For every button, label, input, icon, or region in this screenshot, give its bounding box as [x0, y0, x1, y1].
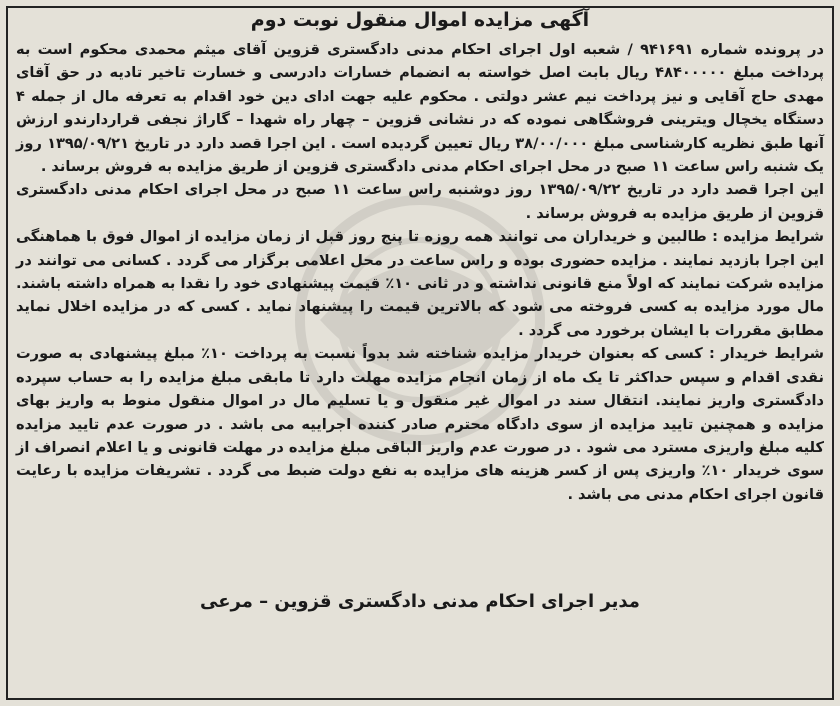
signature-line: مدیر اجرای احکام مدنی دادگستری قزوین – مرعی [200, 591, 640, 612]
paragraph-buyer-conditions: شرایط خریدار : کسی که بعنوان خریدار مزایده شناخته شد بدواً نسبت به پرداخت ۱۰٪ مبلغ پیشنهادی به صورت نقدی اقدام و سپس حداکثر تا یک ماه از زمان انجام مزایده مهلت دارد تا مابقی مبلغ مزایده را به حساب سپرده دادگستری واریز نمایند. انتقال سند در اموال غیر منقول و یا تسلیم مال در اموال منقول منوط به واریز بهای مزایده و همچنین تایید مزایده از سوی دادگاه محترم صادر کننده اجراییه می باشد . در صورت عدم تایید مزایده کلیه مبلغ واریزی مسترد می شود . در صورت عدم واریز الباقی مبلغ مزایده در مهلت قانونی و یا اعلام انصراف از سوی خریدار ۱۰٪ واریزی پس از کسر هزینه های مزایده به نفع دولت ضبط می گردد . تشریفات مزایده با رعایت قانون اجرای احکام مدنی می باشد . [16, 345, 824, 503]
notice-body [16, 38, 824, 506]
notice-title: آگهی مزایده اموال منقول نوبت دوم [250, 9, 590, 31]
paragraph-case-details: در پرونده شماره ۹۴۱۶۹۱ / شعبه اول اجرای احکام مدنی دادگستری قزوین آقای میثم محمدی محکوم است به پرداخت مبلغ ۴۸۴۰۰۰۰۰ ریال بابت اصل خواسته به انضمام خسارات دادرسی و خسارت تاخیر تادیه در حق آقای مهدی حاج آقایی و نیز پرداخت نیم عشر دولتی . محکوم علیه جهت ادای دین خود اقدام به تعرفه مال از جمله ۴ دستگاه یخچال ویترینی فروشگاهی نموده که در نشانی قزوین – چهار راه شهدا – گاراژ نجفی قراردارندو ارزش آنها طبق نظریه کارشناسی مبلغ ۳۸/۰۰/۰۰۰ ریال تعیین گردیده است . این اجرا قصد دارد در تاریخ ۱۳۹۵/۰۹/۲۱ روز یک شنبه راس ساعت ۱۱ صبح در محل اجرای احکام مدنی دادگستری قزوین از طریق مزایده به فروش برساند . [16, 41, 825, 176]
paragraph-auction-date: این اجرا قصد دارد در تاریخ ۱۳۹۵/۰۹/۲۲ روز دوشنبه راس ساعت ۱۱ صبح در محل اجرای احکام مدنی دادگستری قزوین از طریق مزایده به فروش برساند . [16, 181, 824, 222]
paragraph-auction-conditions: شرایط مزایده : طالبین و خریداران می توانند همه روزه تا پنج روز قبل از زمان مزایده از اموال فوق با هماهنگی این اجرا بازدید نمایند . مزایده حضوری بوده و راس ساعت در محل اعلامی برگزار می گردد . کسانی می توانند در مزایده شرکت نمایند که اولاً منع قانونی نداشته و در ثانی ۱۰٪ قیمت پیشنهادی خود را نقدا به همراه داشته باشند. مال مورد مزایده به کسی فروخته می شود که بالاترین قیمت را پیشنهاد نماید . کسی که در مزایده اخلال نماید مطابق مقررات با ایشان برخورد می گردد . [16, 228, 824, 339]
